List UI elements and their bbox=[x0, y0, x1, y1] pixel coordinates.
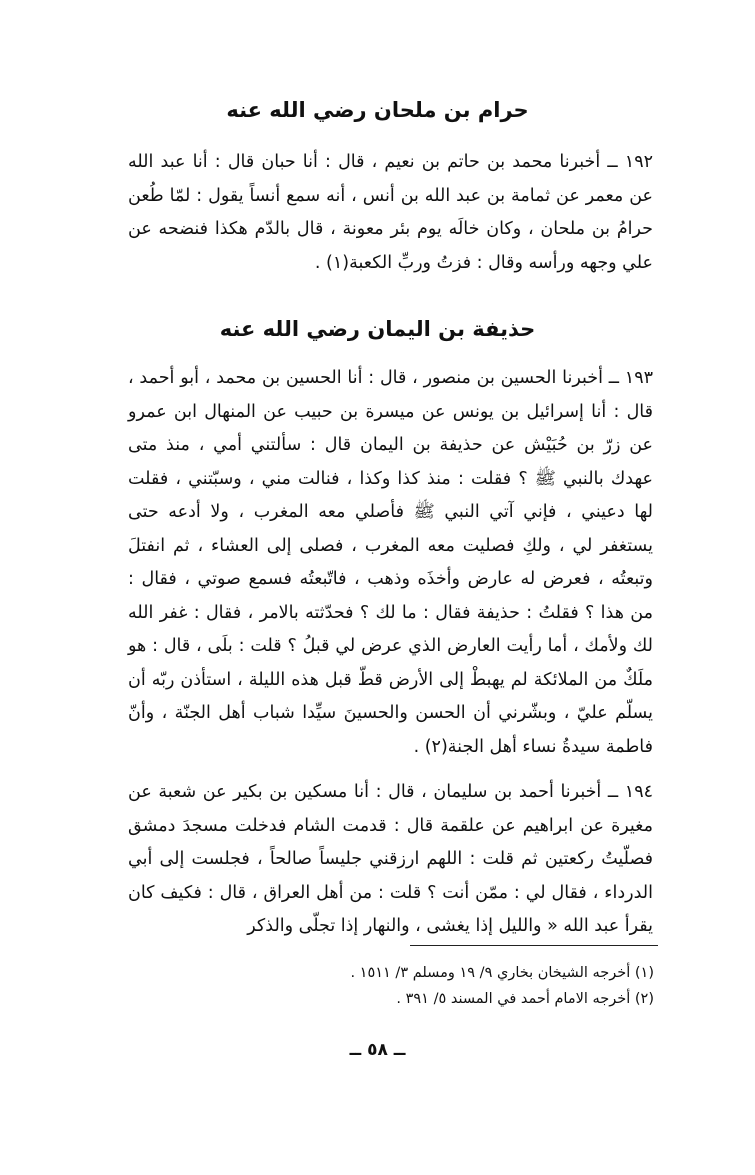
footnote-divider bbox=[410, 945, 658, 946]
hadith-192: ١٩٢ ــ أخبرنا محمد بن حاتم بن نعيم ، قال : أنا حبان قال : أنا عبد الله عن معمر عن ثمامة بن عبد الله بن أنس ، أنه سمع أنساً يقول : لمّا طُعن حرامُ بن ملحان ، وكان خالَه يوم بئر معونة ، قال بالدّم هكذا فنضحه عن علي وجهه ورأسه وقال : فزتُ وربِّ الكعبة(١) . bbox=[128, 152, 653, 273]
hadith-194: ١٩٤ ــ أخبرنا أحمد بن سليمان ، قال : أنا مسكين بن بكير عن شعبة عن مغيرة عن ابراهيم عن علقمة قال : قدمت الشام فدخلت مسجدَ دمشق فصلّيتُ ركعتين ثم قلت : اللهم ارزقني جليساً صالحاً ، فجلست إلى أبي الدرداء ، فقال لي : ممّن أنت ؟ قلت : من أهل العراق ، قال : فكيف كان يقرأ عبد الله « والليل إذا يغشى ، والنهار إذا تجلّى والذكر bbox=[128, 782, 653, 936]
footnote-1: (١) أخرجه الشيخان بخاري ٩/ ١٩ ومسلم ٣/ ١٥١١ . bbox=[350, 965, 654, 981]
section-title-hudhayfa: حذيفة بن اليمان رضي الله عنه bbox=[219, 317, 536, 341]
section-title-haram: حرام بن ملحان رضي الله عنه bbox=[226, 98, 529, 122]
footnote-2: (٢) أخرجه الامام أحمد في المسند ٥/ ٣٩١ . bbox=[396, 991, 654, 1007]
page-number: ــ ٥٨ ــ bbox=[349, 1040, 406, 1060]
hadith-193: ١٩٣ ــ أخبرنا الحسين بن منصور ، قال : أنا الحسين بن محمد ، أبو أحمد ، قال : أنا إسرائيل بن يونس عن ميسرة بن حبيب عن المنهال ابن عمرو عن زرّ بن حُبَيْش عن حذيفة بن اليمان قال : سألتني أمي ، منذ متى عهدك بالنبي ﷺ ؟ فقلت : منذ كذا وكذا ، فنالت مني ، وسبّتني ، فقلت لها دعيني ، فإني آتي النبي ﷺ فأصلي معه المغرب ، ولا أدعه حتى يستغفر لي ، ولكِ فصليت معه المغرب ، فصلى إلى العشاء ، ثم انفتلَ وتبعتُه ، فعرض له عارض وأخذَه وذهب ، فاتّبعتُه فسمع صوتي ، فقال : من هذا ؟ فقلتُ : حذيفة فقال : ما لك ؟ فحدّثته بالامر ، فقال : غفر الله لك ولأمك ، أما رأيت العارض الذي عرض لي قبلُ ؟ قلت : بلَى ، قال : هو ملَكٌ من الملائكة لم يهبطْ إلى الأرض قطّ قبل هذه الليلة ، استأذن ربّه أن يسلّم عليّ ، وبشّرني أن الحسن والحسينَ سيِّدا شباب أهل الجنّة ، وأنّ فاطمة سيدةُ نساء أهل الجنة(٢) . bbox=[128, 368, 653, 757]
